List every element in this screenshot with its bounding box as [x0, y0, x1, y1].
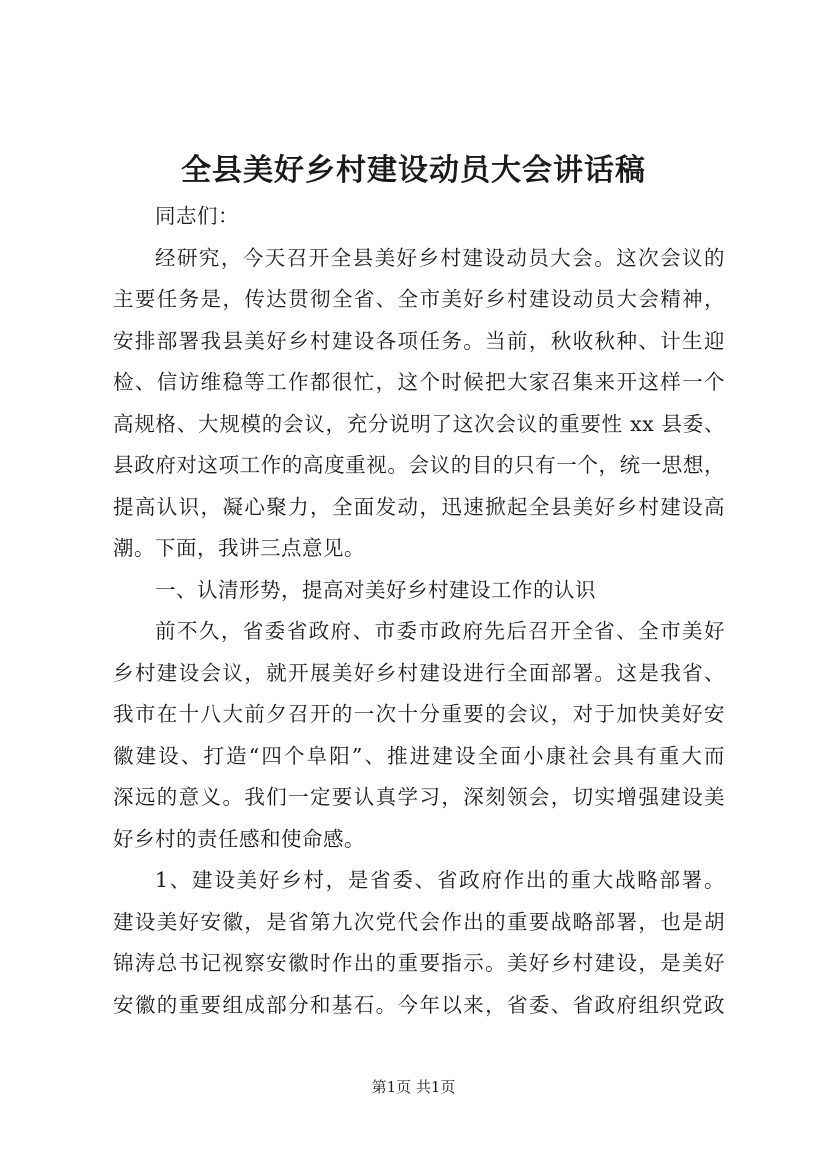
text-line: 安排部署我县美好乡村建设各项任务。当前，秋收秋种、计生迎	[113, 328, 725, 353]
text-line: 高规格、大规模的会议，充分说明了这次会议的重要性 xx 县委、	[113, 411, 725, 436]
text-line: 深远的意义。我们一定要认真学习，深刻领会，切实增强建设美	[113, 785, 725, 809]
text-line: 安徽的重要组成部分和基石。今年以来，省委、省政府组织党政	[113, 992, 725, 1017]
text-line: 建设美好安徽，是省第九次党代会作出的重要战略部署，也是胡	[113, 909, 725, 934]
page-title: 全县美好乡村建设动员大会讲话稿	[181, 153, 646, 188]
text-line: 好乡村的责任感和使命感。	[113, 826, 365, 851]
text-line: 经研究，今天召开全县美好乡村建设动员大会。这次会议的	[155, 245, 725, 270]
text-line: 前不久，省委省政府、市委市政府先后召开全省、全市美好	[155, 619, 725, 643]
text-line: 徽建设、打造“四个阜阳”、推进建设全面小康社会具有重大而	[113, 743, 725, 768]
salutation: 同志们：	[155, 204, 239, 228]
text-line: 县政府对这项工作的高度重视。会议的目的只有一个，统一思想，	[113, 453, 725, 477]
text-line: 锦涛总书记视察安徽时作出的重要指示。美好乡村建设，是美好	[113, 951, 725, 975]
document-body	[113, 196, 725, 1026]
page-footer: 第1页 共1页	[371, 1078, 456, 1096]
text-line: 提高认识，凝心聚力，全面发动，迅速掀起全县美好乡村建设高	[113, 494, 725, 519]
text-line: 检、信访维稳等工作都很忙，这个时候把大家召集来开这样一个	[113, 370, 725, 394]
text-line: 乡村建设会议，就开展美好乡村建设进行全面部署。这是我省、	[113, 660, 725, 685]
subsection-heading: 1、建设美好乡村，是省委、省政府作出的重大战略部署。	[155, 868, 725, 892]
section-heading: 一、认清形势，提高对美好乡村建设工作的认识	[155, 577, 596, 602]
text-line: 潮。下面，我讲三点意见。	[113, 536, 365, 560]
text-line: 我市在十八大前夕召开的一次十分重要的会议，对于加快美好安	[113, 702, 725, 726]
text-line: 主要任务是，传达贯彻全省、全市美好乡村建设动员大会精神，	[113, 287, 725, 311]
